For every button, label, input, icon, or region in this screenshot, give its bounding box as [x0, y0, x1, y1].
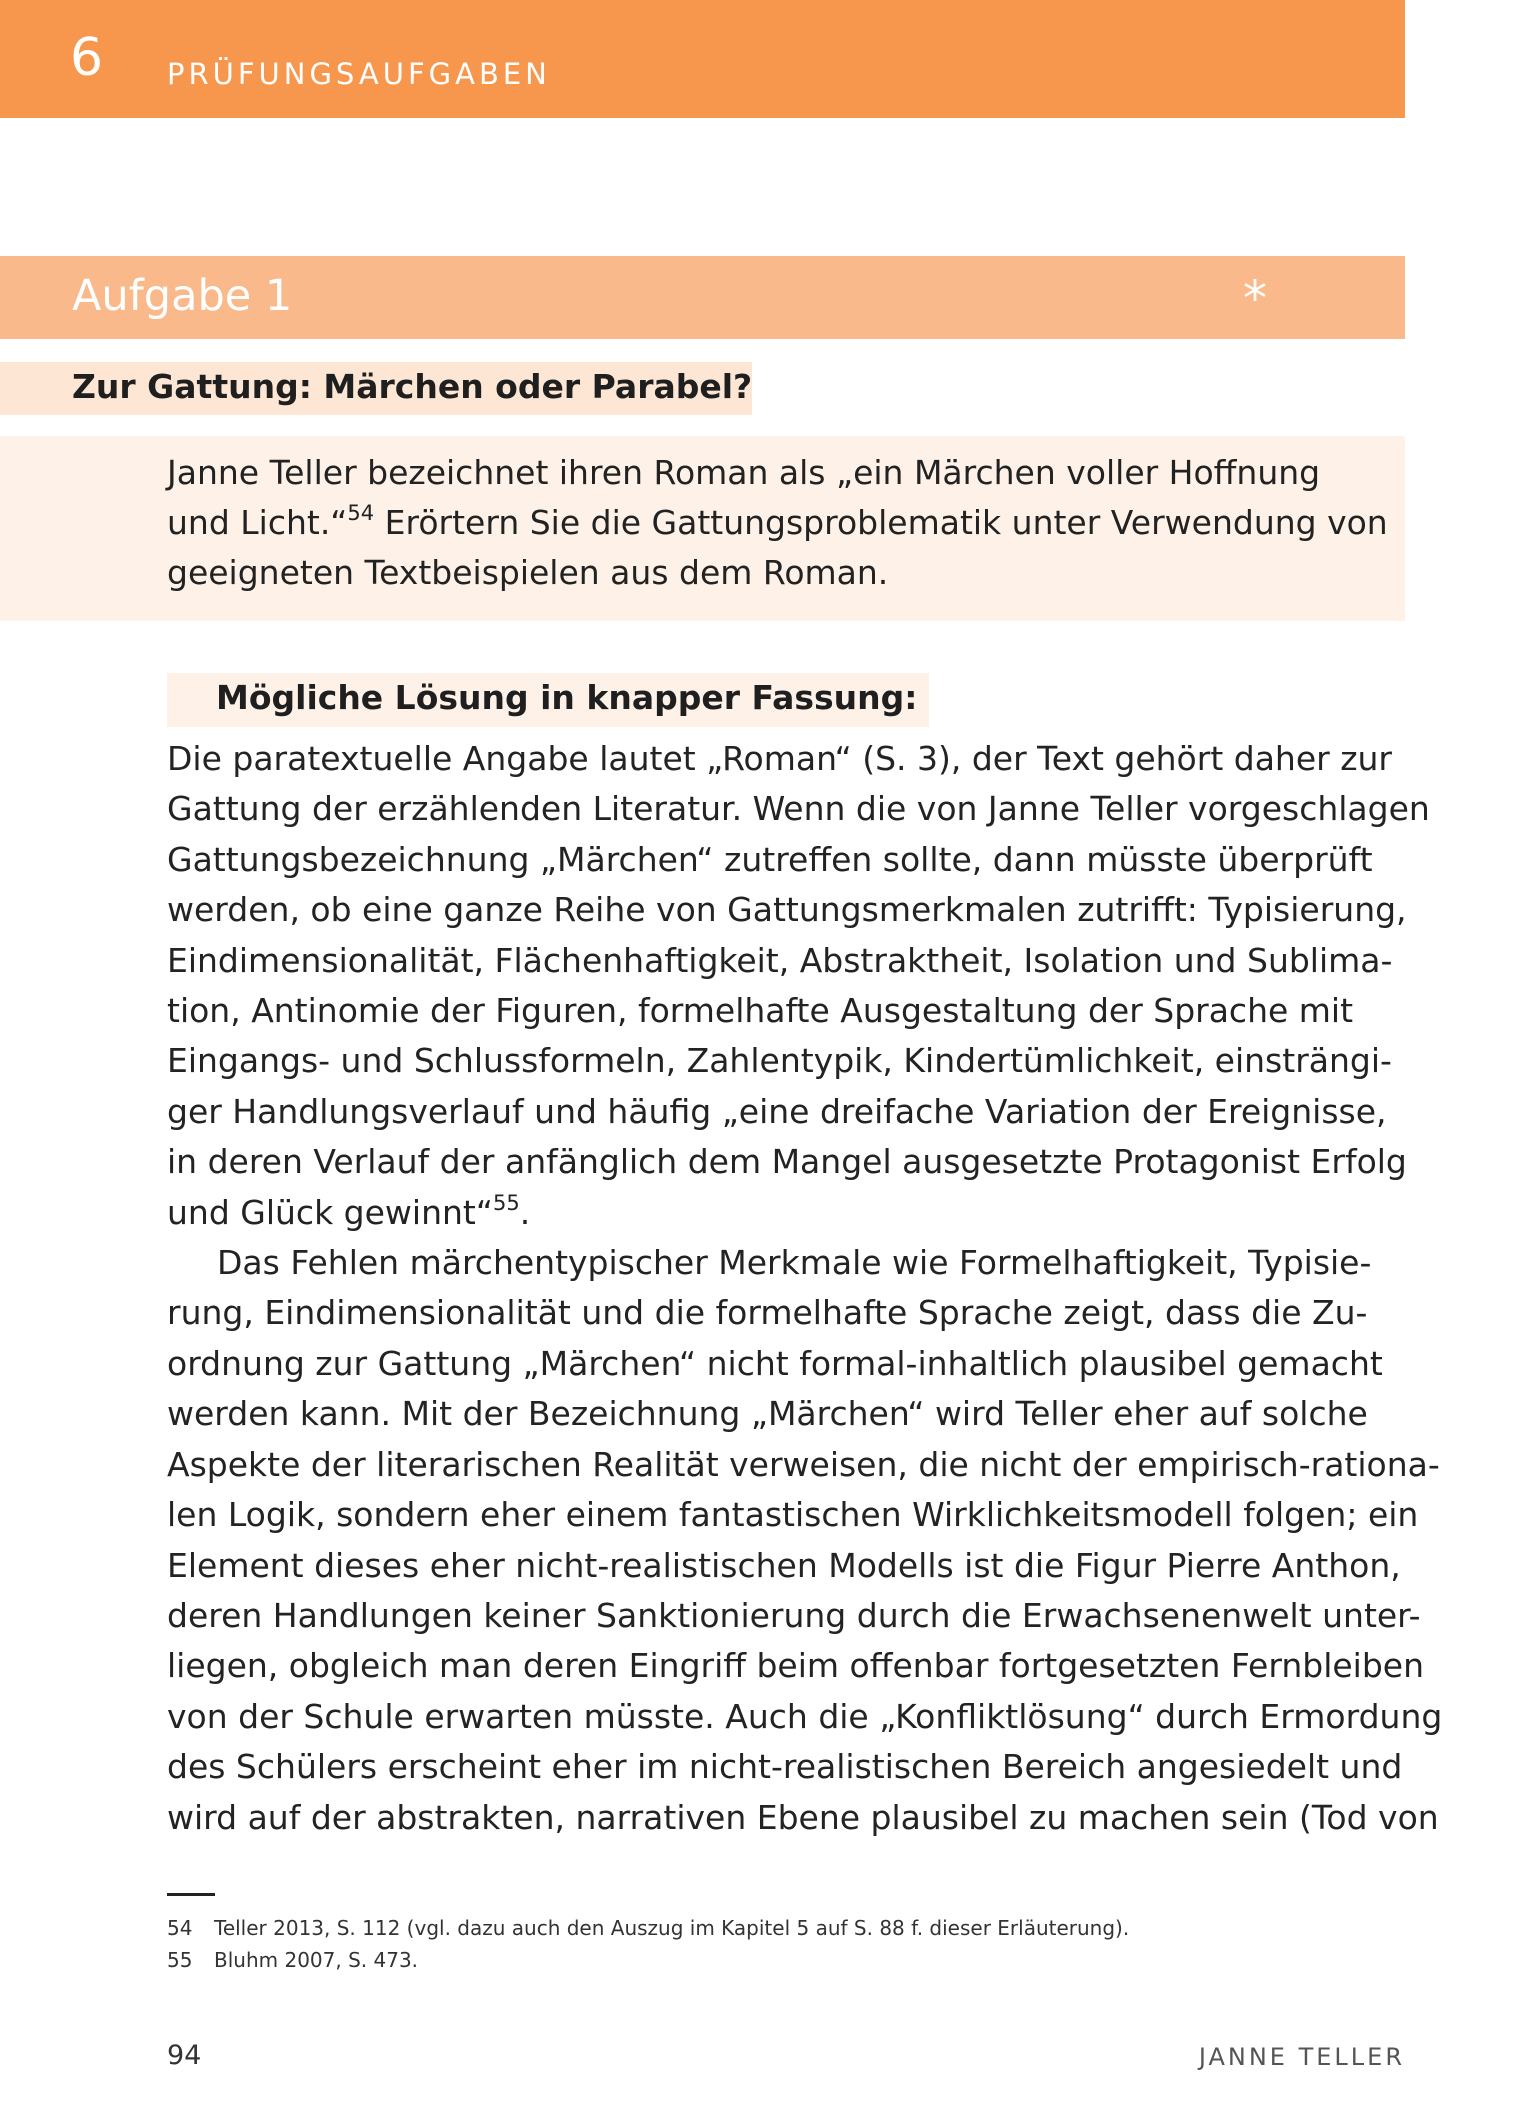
- body-line: tion, Antinomie der Figuren, formelhafte Ausgestaltung der Sprache mit: [167, 991, 1354, 1031]
- body-line: Eingangs- und Schlussformeln, Zahlentypik, Kindertümlichkeit, einsträngi-: [167, 1041, 1392, 1081]
- body-line: Gattungsbezeichnung „Märchen“ zutreffen sollte, dann müsste überprüft: [167, 839, 1373, 879]
- body-line: ordnung zur Gattung „Märchen“ nicht formal-inhaltlich plausibel gemacht: [167, 1343, 1383, 1383]
- footnote-ref-54: 54: [347, 501, 375, 525]
- body-line: Die paratextuelle Angabe lautet „Roman“ (S. 3), der Text gehört daher zur: [167, 739, 1392, 778]
- chapter-number: 6: [70, 28, 104, 88]
- body-line: rung, Eindimensionalität und die formelhafte Sprache zeigt, dass die Zu-: [167, 1293, 1368, 1333]
- task-prompt: [167, 448, 1388, 598]
- body-line: Gattung der erzählenden Literatur. Wenn die von Janne Teller vorgeschlagen: [167, 789, 1430, 829]
- footnote-rule: [167, 1893, 215, 1896]
- prompt-line: und Licht.“$^{54}$ Erörtern Sie die Gattungsproblematik unter Verwendung von: [167, 501, 1388, 542]
- chapter-title: PRÜFUNGSAUFGABEN: [167, 57, 551, 91]
- running-title: JANNE TELLER: [1198, 2043, 1405, 2071]
- footnotes: [167, 1912, 1129, 1976]
- body-line: ger Handlungsverlauf und häufig „eine dreifache Variation der Ereignisse,: [167, 1091, 1387, 1131]
- body-line: deren Handlungen keiner Sanktionierung durch die Erwachsenenwelt unter-: [167, 1595, 1421, 1635]
- solution-body: [167, 734, 1443, 1843]
- body-line: Aspekte der literarischen Realität verweisen, die nicht der empirisch-rationa-: [167, 1444, 1440, 1484]
- body-line: und Glück gewinnt“$^{55}$.: [167, 1190, 531, 1232]
- body-line: liegen, obgleich man deren Eingriff beim offenbar fortgesetzten Fernbleiben: [167, 1646, 1424, 1686]
- difficulty-star: *: [1243, 271, 1267, 327]
- footnote-54: 54 Teller 2013, S. 112 (vgl. dazu auch den Auszug im Kapitel 5 auf S. 88 f. dieser Erläuterung).: [167, 1916, 1130, 1940]
- solution-heading: Mögliche Lösung in knapper Fassung:: [216, 678, 918, 717]
- body-line: in deren Verlauf der anfänglich dem Mangel ausgesetzte Protagonist Erfolg: [167, 1142, 1407, 1182]
- body-line: werden, ob eine ganze Reihe von Gattungsmerkmalen zutrifft: Typisierung,: [167, 890, 1407, 930]
- task-subtitle: Zur Gattung: Märchen oder Parabel?: [72, 367, 753, 406]
- prompt-line: Janne Teller bezeichnet ihren Roman als „ein Märchen voller Hoffnung: [167, 453, 1321, 492]
- body-line: Element dieses eher nicht-realistischen Modells ist die Figur Pierre Anthon,: [167, 1545, 1401, 1585]
- body-line: von der Schule erwarten müsste. Auch die „Konfliktlösung“ durch Ermordung: [167, 1696, 1443, 1736]
- prompt-line: geeigneten Textbeispielen aus dem Roman.: [167, 553, 889, 592]
- task-title: Aufgabe 1: [72, 271, 293, 321]
- body-line: len Logik, sondern eher einem fantastischen Wirklichkeitsmodell folgen; ein: [167, 1495, 1419, 1535]
- body-line: werden kann. Mit der Bezeichnung „Märchen“ wird Teller eher auf solche: [167, 1394, 1368, 1434]
- body-line: des Schülers erscheint eher im nicht-realistischen Bereich angesiedelt und: [167, 1747, 1403, 1787]
- page-number: 94: [167, 2040, 202, 2071]
- body-line: Eindimensionalität, Flächenhaftigkeit, Abstraktheit, Isolation und Sublima-: [167, 940, 1393, 980]
- body-line: wird auf der abstrakten, narrativen Ebene plausibel zu machen sein (Tod von: [167, 1797, 1439, 1837]
- footnote-ref-55: 55: [492, 1190, 520, 1215]
- body-line: Das Fehlen märchentypischer Merkmale wie Formelhaftigkeit, Typisie-: [217, 1243, 1372, 1283]
- footnote-55: 55 Bluhm 2007, S. 473.: [167, 1948, 419, 1972]
